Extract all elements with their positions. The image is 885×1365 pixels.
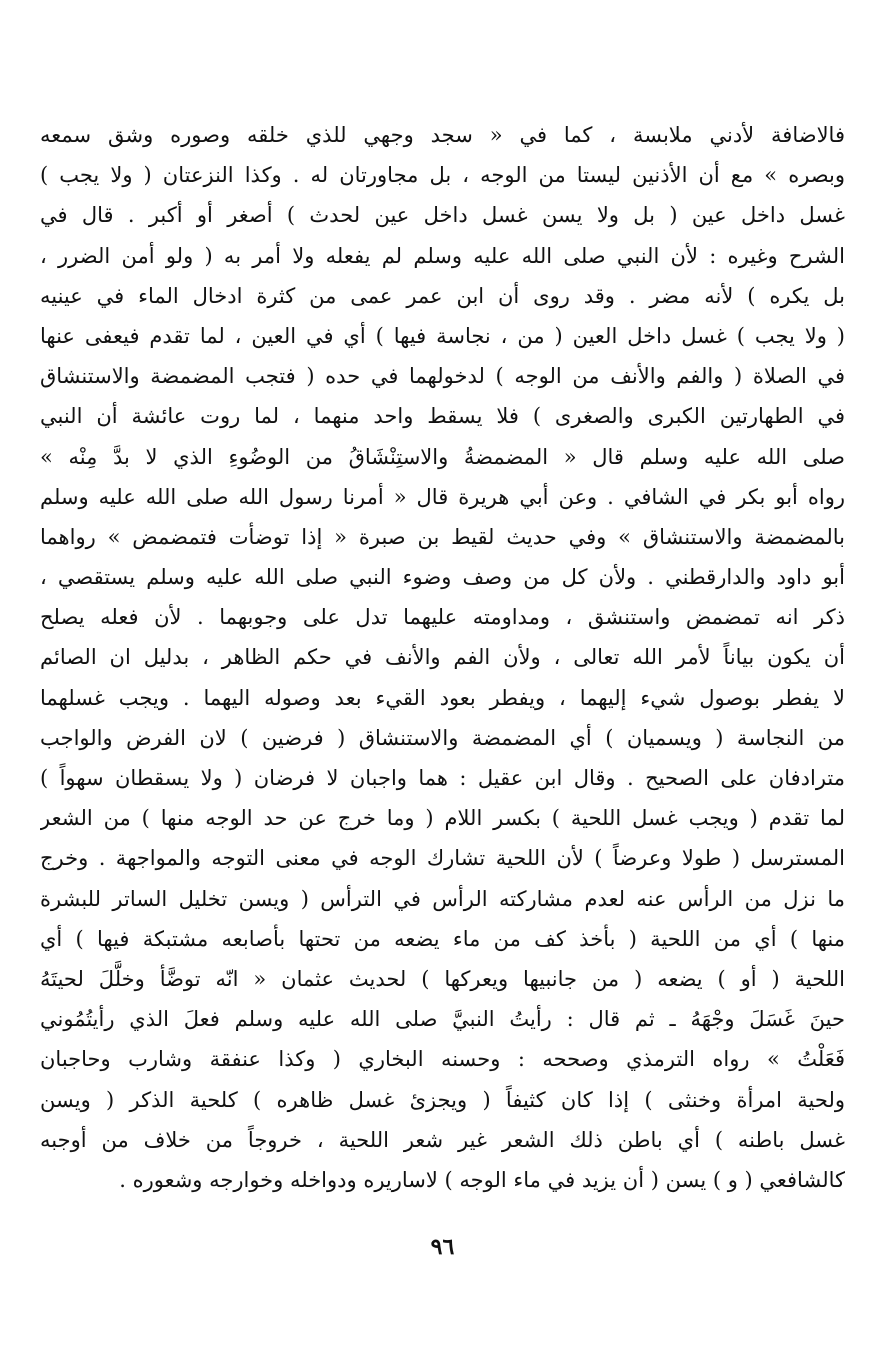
- text-line: منها ) أي من اللحية ( بأخذ كف من ماء يضعه من تحتها بأصابعه مشتبكة فيها ) أي: [40, 926, 845, 951]
- text-line: بل يكره ) لأنه مضر . وقد روى أن ابن عمر عمى من كثرة ادخال الماء في عينيه: [40, 283, 845, 308]
- text-line: أبو داود والدارقطني . ولأن كل من وصف وضوء النبي صلى الله عليه وسلم يستقصي ،: [40, 565, 845, 590]
- text-line: في الطهارتين الكبرى والصغرى ) فلا يسقط واحد منهما ، لما روت عائشة أن النبي: [40, 404, 845, 429]
- page-number: ٩٦: [430, 1234, 455, 1260]
- text-line: وبصره » مع أن الأذنين ليستا من الوجه ، بل مجاورتان له . وكذا النزعتان ( ولا يجب ): [40, 163, 845, 188]
- text-line: الشرح وغيره : لأن النبي صلى الله عليه وسلم لم يفعله ولا أمر به ( ولو أمن الضرر ،: [40, 243, 845, 268]
- text-line: صلى الله عليه وسلم قال « المضمضةُ والاستِنْشَاقُ من الوضُوءِ الذي لا بدَّ مِنْه »: [40, 444, 845, 469]
- text-line: بالمضمضة والاستنشاق » وفي حديث لقيط بن صبرة « إذا توضأت فتمضمض » رواهما: [40, 524, 845, 549]
- text-line: لما تقدم ( ويجب غسل اللحية ) بكسر اللام ( وما خرج عن حد الوجه منها ) من الشعر: [40, 806, 845, 831]
- text-line: المسترسل ( طولا وعرضاً ) لأن اللحية تشارك الوجه في معنى التوجه والمواجهة . وخرج: [40, 846, 845, 871]
- text-line: حينَ غَسَلَ وجْهَهُ ـ ثم قال : رأيتُ النبيَّ صلى الله عليه وسلم فعلَ الذي رأيتُمُوني: [40, 1007, 845, 1032]
- text-line: اللحية ( أو ) يضعه ( من جانبيها ويعركها ) لحديث عثمان « انّه توضَّأ وخلَّلَ لحيتَهُ: [40, 966, 845, 991]
- text-line: كالشافعي ( و ) يسن ( أن يزيد في ماء الوجه ) لاساريره ودواخله وخوارجه وشعوره .: [119, 1167, 845, 1192]
- body-text: [40, 115, 845, 1200]
- text-line: أن يكون بياناً لأمر الله تعالى ، ولأن الفم والأنف في حكم الظاهر ، بدليل ان الصائم: [40, 645, 845, 670]
- text-line: ذكر انه تمضمض واستنشق ، ومداومته عليهما تدل على وجوبهما . لأن فعله يصلح: [40, 605, 845, 630]
- text-line: فَعَلْتُ » رواه الترمذي وصححه : وحسنه البخاري ( وكذا عنفقة وشارب وحاجبان: [40, 1047, 845, 1072]
- text-line: رواه أبو بكر في الشافي . وعن أبي هريرة قال « أمرنا رسول الله صلى الله عليه وسلم: [40, 484, 845, 509]
- text-line: غسل داخل عين ( بل ولا يسن غسل داخل عين لحدث ) أصغر أو أكبر . قال في: [40, 203, 845, 228]
- text-line: لا يفطر بوصول شيء إليهما ، ويفطر بعود القيء بعد وصوله اليهما . ويجب غسلهما: [40, 685, 845, 710]
- text-line: ما نزل من الرأس عنه لعدم مشاركته الرأس في الترأس ( ويسن تخليل الساتر للبشرة: [40, 886, 845, 911]
- text-line: ولحية امرأة وخنثى ) إذا كان كثيفاً ( ويجزئ غسل ظاهره ) كلحية الذكر ( ويسن: [40, 1087, 845, 1112]
- text-line: فالاضافة لأدني ملابسة ، كما في « سجد وجهي للذي خلقه وصوره وشق سمعه: [40, 123, 845, 147]
- text-line: من النجاسة ( ويسميان ) أي المضمضة والاستنشاق ( فرضين ) لان الفرض والواجب: [40, 725, 845, 750]
- text-line: ( ولا يجب ) غسل داخل العين ( من ، نجاسة فيها ) أي في العين ، لما تقدم فيعفى عنها: [40, 323, 845, 348]
- text-line: في الصلاة ( والفم والأنف من الوجه ) لدخولهما في حده ( فتجب المضمضة والاستنشاق: [40, 364, 845, 389]
- text-line: غسل باطنه ) أي باطن ذلك الشعر غير شعر اللحية ، خروجاً من خلاف من أوجبه: [40, 1127, 845, 1152]
- text-line: مترادفان على الصحيح . وقال ابن عقيل : هما واجبان لا فرضان ( ولا يسقطان سهواً ): [40, 766, 845, 790]
